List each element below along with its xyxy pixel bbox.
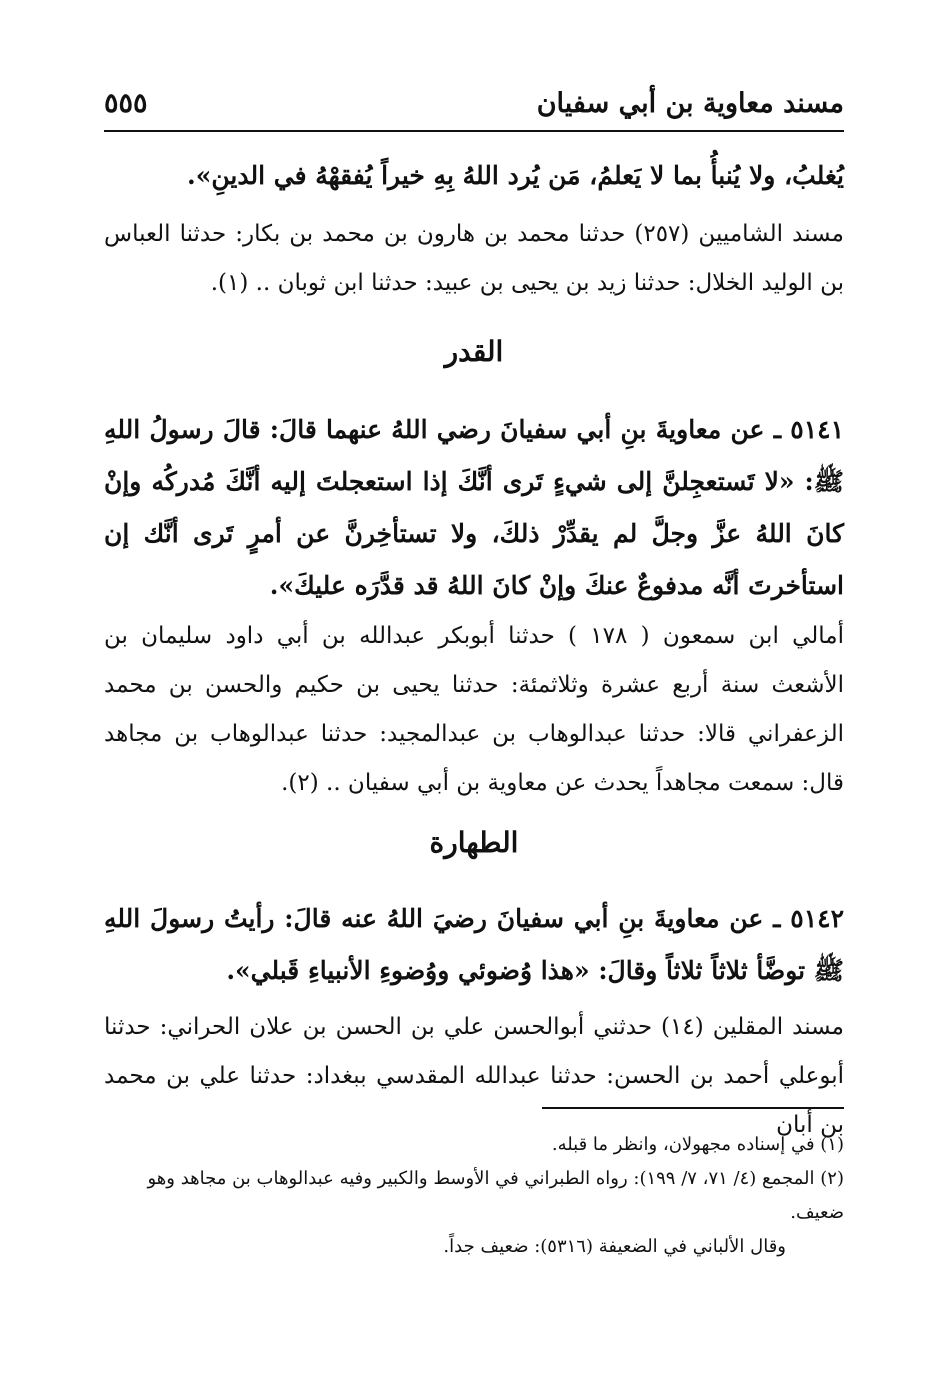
footnote-2-continuation: وقال الألباني في الضعيفة (٥٣١٦): ضعيف جداً. <box>443 1236 786 1257</box>
source-citation-1: مسند الشاميين (٢٥٧) حدثنا محمد بن هارون بن محمد بن بكار: حدثنا العباس بن الوليد الخلال: حدثنا زيد بن يحيى بن عبيد: حدثنا ابن ثوبان .. (١). <box>104 221 844 296</box>
footnote-2: (٢) المجمع (٤/ ٧١، ٧/ ١٩٩): رواه الطبراني في الأوسط والكبير وفيه عبدالوهاب بن مجاهد وهو ضعيف. <box>147 1168 844 1223</box>
footnotes <box>104 1128 844 1264</box>
page-number: ٥٥٥ <box>104 88 148 119</box>
section-heading-qadar: القدر <box>444 335 504 368</box>
source-citation-3: مسند المقلين (١٤) حدثني أبوالحسن علي بن الحسن بن علان الحراني: حدثنا أبوعلي أحمد بن الحسن: حدثنا عبدالله المقدسي ببغداد: حدثنا علي بن محمد بن أبان <box>104 1014 845 1138</box>
hadith-ending-text: يُغلبُ، ولا يُنبأُ بما لا يَعلمُ، مَن يُرد اللهُ بِهِ خيراً يُفقهْهُ في الدينِ». <box>187 161 844 190</box>
header-divider <box>104 130 844 132</box>
footnote-1: (١) في إسناده مجهولان، وانظر ما قبله. <box>551 1134 844 1155</box>
footnote-divider <box>542 1107 844 1109</box>
header-title: مسند معاوية بن أبي سفيان <box>536 88 844 119</box>
source-citation-2: أمالي ابن سمعون ( ١٧٨ ) حدثنا أبوبكر عبدالله بن أبي داود سليمان بن الأشعث سنة أربع عشرة وثلاثمئة: حدثنا يحيى بن حكيم والحسن بن محمد الزعفراني قالا: حدثنا عبدالوهاب بن عبدالمجيد: حدثنا عبدالوهاب بن مجاهد قال: سمعت مجاهداً يحدث عن معاوية بن أبي سفيان .. (٢). <box>104 623 844 796</box>
running-header <box>104 88 844 128</box>
hadith-5141: ٥١٤١ ـ عن معاويةَ بنِ أبي سفيانَ رضي اللهُ عنهما قالَ: قالَ رسولُ اللهِ ﷺ: «لا تَستعجِلنَّ إلى شيءٍ تَرى أنَّكَ إذا استعجلتَ إليه أنَّكَ مُدركُه وإنْ كانَ اللهُ عزَّ وجلَّ لم يقدِّرْ ذلكَ، ولا تستأخِرنَّ عن أمرٍ تَرى أنَّك إن استأخرتَ أنَّه مدفوعٌ عنكَ وإنْ كانَ اللهُ قد قدَّرَه عليكَ». <box>104 415 844 600</box>
section-heading-tahara: الطهارة <box>429 826 519 859</box>
hadith-5142: ٥١٤٢ ـ عن معاويةَ بنِ أبي سفيانَ رضيَ اللهُ عنه قالَ: رأيتُ رسولَ اللهِ ﷺ توضَّأ ثلاثاً ثلاثاً وقالَ: «هذا وُضوئي ووُضوءِ الأنبياءِ قَبلي». <box>104 904 844 985</box>
